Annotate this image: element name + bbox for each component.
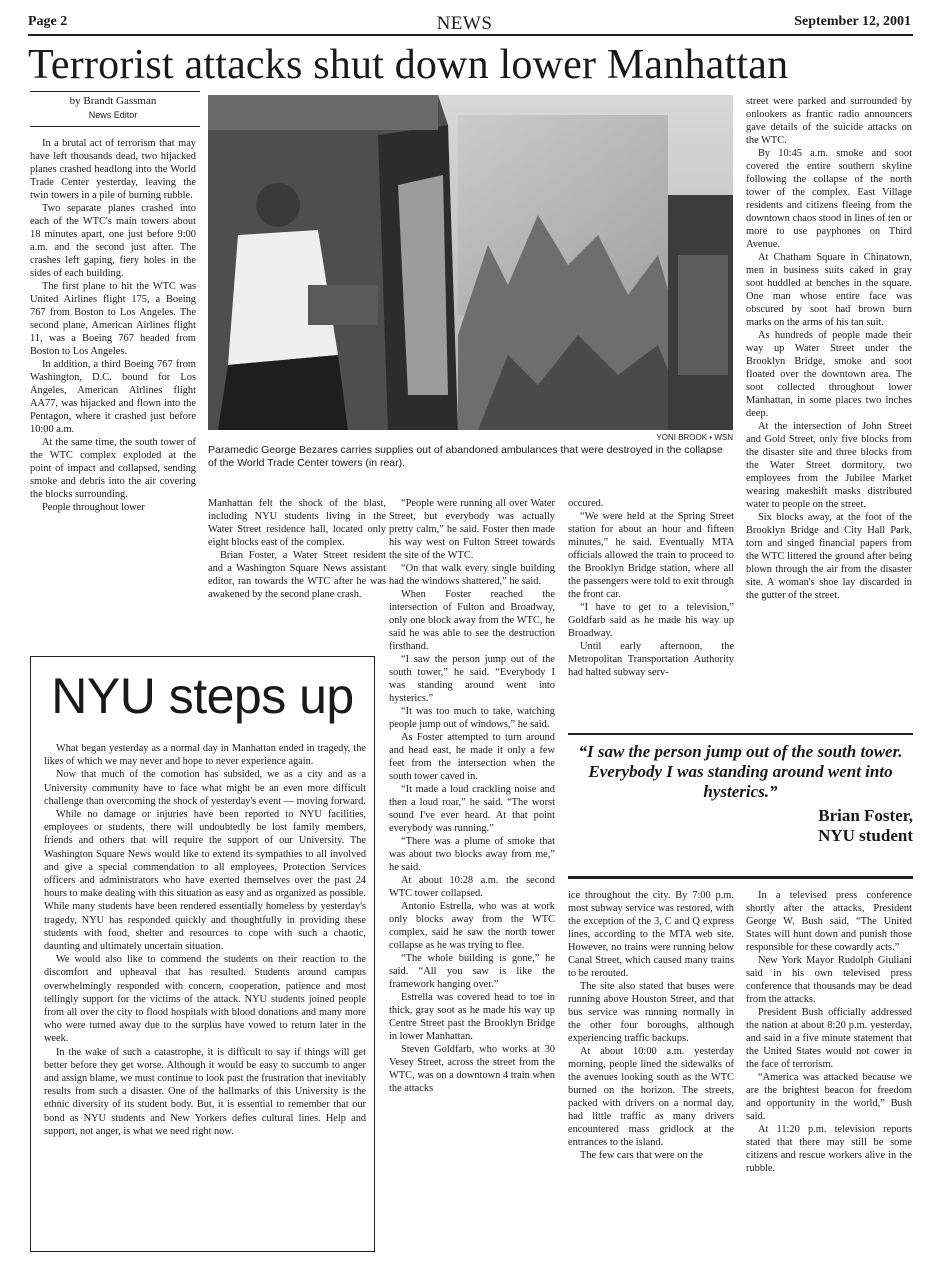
pull-quote — [568, 742, 913, 846]
story-paragraph: Manhattan felt the shock of the blast, including NYU students living in the Water Street residence hall, located only eight blocks east of the complex. — [208, 498, 386, 548]
editorial-title: NYU steps up — [51, 668, 354, 724]
story-paragraph: In a televised press conference shortly after the attacks, President George W. Bush said, “The United States will hunt down and punish those responsible for these cowardly acts.” — [746, 890, 912, 953]
page-number: Page 2 — [28, 14, 68, 29]
byline-bottom-rule — [30, 126, 200, 127]
story-paragraph: Two separate planes crashed into each of the WTC's main towers about 18 minutes apart, one just before 9:00 a.m. and the second just after. The crashes left gaping, fiery holes in the sides of each building. — [30, 203, 196, 279]
editorial-body — [44, 742, 366, 1138]
section-label: NEWS — [436, 13, 493, 34]
story-paragraph: street were parked and surrounded by onlookers as frantic radio announcers gave details of the suicide attacks on the WTC. — [746, 96, 912, 146]
editorial-paragraph: In the wake of such a catastrophe, it is difficult to say if things will get better before they get worse. Although it would be easy to succumb to anger and assign blame, we must continue to look past the frustration that inevitably results from such a disaster. One of the hallmarks of this University is the ethnic diversity of its student body. But, it is essential to remember that our bond as NYU students and New Yorkers defies cultural lines. Help and support, not anger, is what we need right now. — [44, 1046, 366, 1137]
headline: Terrorist attacks shut down lower Manhattan — [28, 42, 789, 88]
story-paragraph: When Foster reached the intersection of Fulton and Broadway, only one block away from the WTC, he said he was able to see the destruction firsthand. — [389, 589, 555, 652]
byline-top-rule — [30, 91, 200, 92]
story-paragraph: Brian Foster, a Water Street resident and a Washington Square News assistant editor, ran towards the WTC after he was awakened by the second plane crash. — [208, 550, 386, 600]
issue-date: September 12, 2001 — [794, 14, 911, 29]
pull-quote-name: Brian Foster, — [818, 806, 913, 825]
story-paragraph: The few cars that were on the — [580, 1150, 703, 1161]
story-paragraph: People throughout lower — [42, 502, 145, 513]
story-paragraph: As hundreds of people made their way up Water Street under the Brooklyn Bridge, smoke and soot floated over the downtown area. The soot collected throughout lower Manhattan, in some places two inches deep. — [746, 330, 912, 419]
story-paragraph: Six blocks away, at the foot of the Brooklyn Bridge and City Hall Park, torn and singed financial papers from the WTC littered the ground after being blown through the air from the disaster site. A woman's shoe lay discarded in the gutter of the street. — [746, 512, 912, 601]
byline-author: by Brandt Gassman — [69, 95, 157, 107]
story-paragraph: In a brutal act of terrorism that may have left thousands dead, two hijacked planes crashed headlong into the World Trade Center yesterday, leaving the twin towers in a pile of burning rubble. — [30, 138, 196, 201]
story-paragraph: “There was a plume of smoke that was about two blocks away from me,” he said. — [389, 836, 555, 873]
editorial-paragraph: We would also like to commend the students on their reaction to the discomfort and upheaval that has resulted. Students around campus overwhelmingly responded with concern, cooperation, patience and most tellingly support for the victims of the attack. NYU students joined people from all over the city to flood hospitals with blood donations and many more who were turned away due to the surplus have vowed to return later in the week. — [44, 954, 366, 1045]
pull-quote-attribution — [568, 806, 913, 846]
story-paragraph: At the intersection of John Street and Gold Street, only five blocks from the disaster site and three blocks from the Water Street dormitory, two employees from the Jubilee Market wearing makeshift masks distributed water to people on the street. — [746, 421, 912, 510]
byline-title: News Editor — [88, 110, 138, 120]
story-paragraph: “I saw the person jump out of the south tower,” he said. “Everybody I was standing around went into hysterics.” — [389, 654, 555, 704]
story-paragraph: “We were held at the Spring Street station for about an hour and fifteen minutes,” he said. Eventually MTA officials allowed the train to proceed to the Brooklyn Bridge station, where all the passengers were told to exit through the front car. — [568, 511, 734, 600]
story-paragraph: At 11:20 p.m. television reports stated that there may still be some citizens and rescue workers alive in the rubble. — [746, 1124, 912, 1174]
editorial-paragraph: Now that much of the comotion has subsided, we as a city and as a University community have to face what might be an even more difficult challenge than overcoming the shock of yesterday's event — moving forward. — [44, 769, 366, 807]
story-paragraph: In addition, a third Boeing 767 from Washington, D.C. bound for Los Angeles, American Airlines flight AA77, was hijacked and flown into the Pentagon, where it crashed just before 10:00 a.m. — [30, 359, 196, 435]
story-column-4-bottom — [568, 889, 734, 1162]
story-paragraph: “It was too much to take, watching people jump out of windows,” he said. — [389, 706, 555, 730]
story-column-3 — [389, 497, 555, 1095]
story-paragraph: President Bush officially addressed the nation at about 8:20 p.m. yesterday, and said in a five minute statement that the United States would not cower in the face of terrorism. — [746, 1007, 912, 1070]
story-paragraph: occured. — [568, 498, 604, 509]
story-paragraph: At about 10:00 a.m. yesterday morning, people lined the sidewalks of the avenues looking south as the WTC burned on the horizon. The streets, packed with drivers on a normal day, had little traffic as many drivers encountered mass gridlock at the entrances to the island. — [568, 1046, 734, 1148]
story-paragraph: “People were running all over Water Street, but everybody was actually pretty calm,” he said. Foster then made his way west on Fulton Street towards the site of the WTC. — [389, 498, 555, 561]
pull-quote-affiliation: NYU student — [818, 826, 913, 845]
byline — [28, 94, 198, 122]
photo-credit: YONI BROOK • WSN — [656, 433, 733, 442]
story-paragraph: By 10:45 a.m. smoke and soot covered the entire southern skyline following the collapse of the north tower of the complex. East Village residents and citizens fleeing from the downtown chaos stood in lines of ten or more to use payphones on Third Avenue. — [746, 148, 912, 250]
header-rule — [28, 34, 913, 36]
editorial-paragraph: While no damage or injuries have been reported to NYU facilities, employees or students, there will undoubtedly be lost family members, friends and others that will require the support of our University. The Washington Square News would like to extend its sympathies to all involved and give a special commendation to all employees, Protection Services officers and administrators who have exerted themselves over the past 24 hours to make dealing with this situation as easy and as organized as possible. While many students have been rendered essentially homeless by yesterday's tragedy, NYU has responded quickly and thoughtfully in providing these students with food, shelter and resources to cope with such a chaotic, daunting and ultimately uncertain situation. — [44, 809, 366, 953]
story-paragraph: “I have to get to a television,” Goldfarb said as he made his way up Broadway. — [568, 602, 734, 639]
story-paragraph: At the same time, the south tower of the WTC complex exploded at the point of impact and collapsed, sending smoke and debris into the air covering the blocks surrounding. — [30, 437, 196, 500]
story-paragraph: The first plane to hit the WTC was United Airlines flight 175, a Boeing 767 from Boston to Los Angeles. The second plane, American Airlines flight 11, was a Boeing 767 headed from Boston to Los Angeles. — [30, 281, 196, 357]
editorial-paragraph: What began yesterday as a normal day in Manhattan ended in tragedy, the likes of which we may never and hope to never experience again. — [44, 743, 366, 768]
story-paragraph: New York Mayor Rudolph Giuliani said in his own televised press conference that thousands may be dead from the attacks. — [746, 955, 912, 1005]
story-paragraph: At about 10:28 a.m. the second WTC tower collapsed. — [389, 875, 555, 899]
story-paragraph: Antonio Estrella, who was at work only blocks away from the WTC complex, said he saw the north tower collapse as he was trying to flee. — [389, 901, 555, 951]
story-paragraph: As Foster attempted to turn around and head east, he made it only a few feet from the intersection when the south tower caved in. — [389, 732, 555, 782]
pullquote-bottom-rule — [568, 876, 913, 879]
photo-caption: Paramedic George Bezares carries supplies out of abandoned ambulances that were destroyed in the collapse of the World Trade Center towers (in rear). — [208, 444, 723, 469]
story-column-5-bottom — [746, 889, 912, 1175]
story-paragraph: Steven Goldfarb, who works at 30 Vesey Street, across the street from the WTC, was on a downtown 4 train when the attacks — [389, 1044, 555, 1094]
story-paragraph: “The whole building is gone,” he said. “All you saw is like the framework hanging over.” — [389, 953, 555, 990]
news-photo — [208, 95, 733, 430]
story-paragraph: “On that walk every single building had the windows shattered,” he said. — [389, 563, 555, 587]
story-paragraph: ice throughout the city. By 7:00 p.m. most subway service was restored, with the exception of the 3, C and Q express lines, according to the MTA web site. However, no trains were running below Canal Street, which caused many trains to be rerouted. — [568, 890, 734, 979]
story-paragraph: Estrella was covered head to toe in thick, gray soot as he made his way up Centre Street past the Brooklyn Bridge in lower Manhattan. — [389, 992, 555, 1042]
story-paragraph: “It made a loud crackling noise and then a loud roar,” he said. “The worst sound I've ever heard. At that point everybody was running.” — [389, 784, 555, 834]
story-column-1 — [30, 137, 196, 514]
story-column-5-top — [746, 95, 912, 602]
pullquote-top-rule — [568, 733, 913, 735]
story-paragraph: “America was attacked because we are the brightest beacon for freedom and opportunity in the world,” Bush said. — [746, 1072, 912, 1122]
pull-quote-text: “I saw the person jump out of the south tower. Everybody I was standing around went into hysterics.” — [578, 742, 903, 801]
story-paragraph: The site also stated that buses were running above Houston Street, and that bus service was running normally in the other four boroughs, although experiencing traffic backups. — [568, 981, 734, 1044]
story-paragraph: At Chatham Square in Chinatown, men in business suits caked in gray soot huddled at benches in the square. One man whose entire face was obscured by soot had brown burn marks on the arms of his tan suit. — [746, 252, 912, 328]
story-column-2 — [208, 497, 386, 601]
story-column-4-top — [568, 497, 734, 679]
story-paragraph: Until early afternoon, the Metropolitan Transportation Authority had halted subway serv- — [568, 641, 734, 678]
